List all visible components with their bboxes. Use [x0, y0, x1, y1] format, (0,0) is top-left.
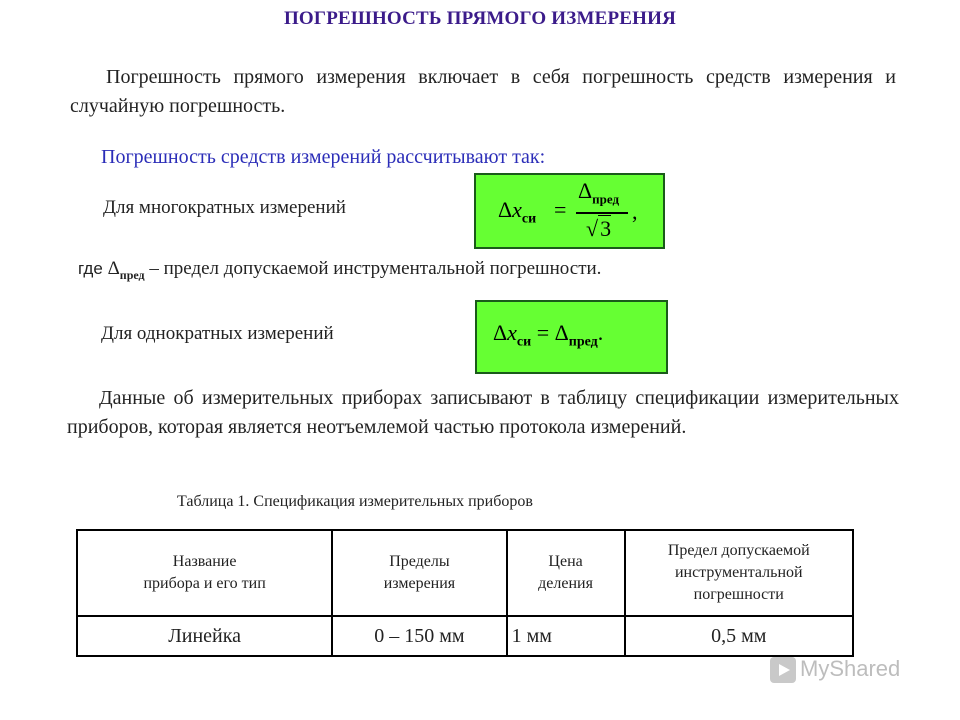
header-line: измерения [383, 575, 456, 592]
formula-multiple-numerator: $\Delta_{пред}$ [578, 178, 620, 207]
formula-multiple-comma: , [632, 199, 638, 224]
header-division-value [507, 530, 625, 616]
header-instrumental-error [625, 530, 853, 616]
cell-limits: 0 – 150 мм [332, 616, 506, 656]
watermark-logo [770, 656, 900, 683]
cell-error: 0,5 мм [625, 616, 853, 656]
intro-paragraph: Погрешность прямого измерения включает в себя погрешность средств измерения и случайную погрешность. [70, 66, 896, 117]
header-instrument-name [77, 530, 332, 616]
cell-division: 1 мм [507, 616, 625, 656]
header-line: погрешности [693, 586, 784, 603]
header-line: инструментальной [674, 564, 803, 581]
instrument-error-heading: Погрешность средств измерений рассчитывают так: [101, 146, 546, 168]
formula-multiple-equals: = [554, 197, 567, 222]
fraction-line [576, 212, 628, 214]
header-measurement-limits [332, 530, 506, 616]
header-line: деления [538, 575, 593, 592]
header-line: Название [172, 553, 237, 570]
single-measurement-label: Для однократных измерений [101, 323, 334, 344]
formula-multiple-lhs: $\Delta x_{си}$ [498, 197, 537, 227]
multiple-measurements-label: Для многократных измерений [103, 197, 346, 218]
formula-multiple-denominator: √3 [586, 216, 612, 241]
formula-single-box [475, 300, 668, 374]
header-line: Предел допускаемой [667, 542, 810, 559]
formula-multiple-box [474, 173, 665, 249]
spec-paragraph: Данные об измерительных приборах записывают в таблицу спецификации измерительных приборов, которая является неотъемлемой частью протокола измерений. [67, 387, 899, 438]
table-row [77, 616, 853, 656]
table-header-row [77, 530, 853, 616]
play-logo-icon [770, 657, 796, 683]
delta-definition: где $\Delta_{пред}$ – предел допускаемой инструментальной погрешности. [78, 258, 602, 282]
spec-table [76, 529, 854, 657]
header-line: прибора и его тип [143, 575, 266, 592]
formula-single: $\Delta x_{си} = \Delta_{пред}$. [493, 320, 604, 350]
header-line: Цена [548, 553, 583, 570]
cell-instrument: Линейка [77, 616, 332, 656]
table-caption: Таблица 1. Спецификация измерительных приборов [177, 493, 533, 510]
watermark-text: MyShared [800, 656, 901, 681]
header-line: Пределы [389, 553, 450, 570]
page-title: ПОГРЕШНОСТЬ ПРЯМОГО ИЗМЕРЕНИЯ [283, 8, 677, 29]
